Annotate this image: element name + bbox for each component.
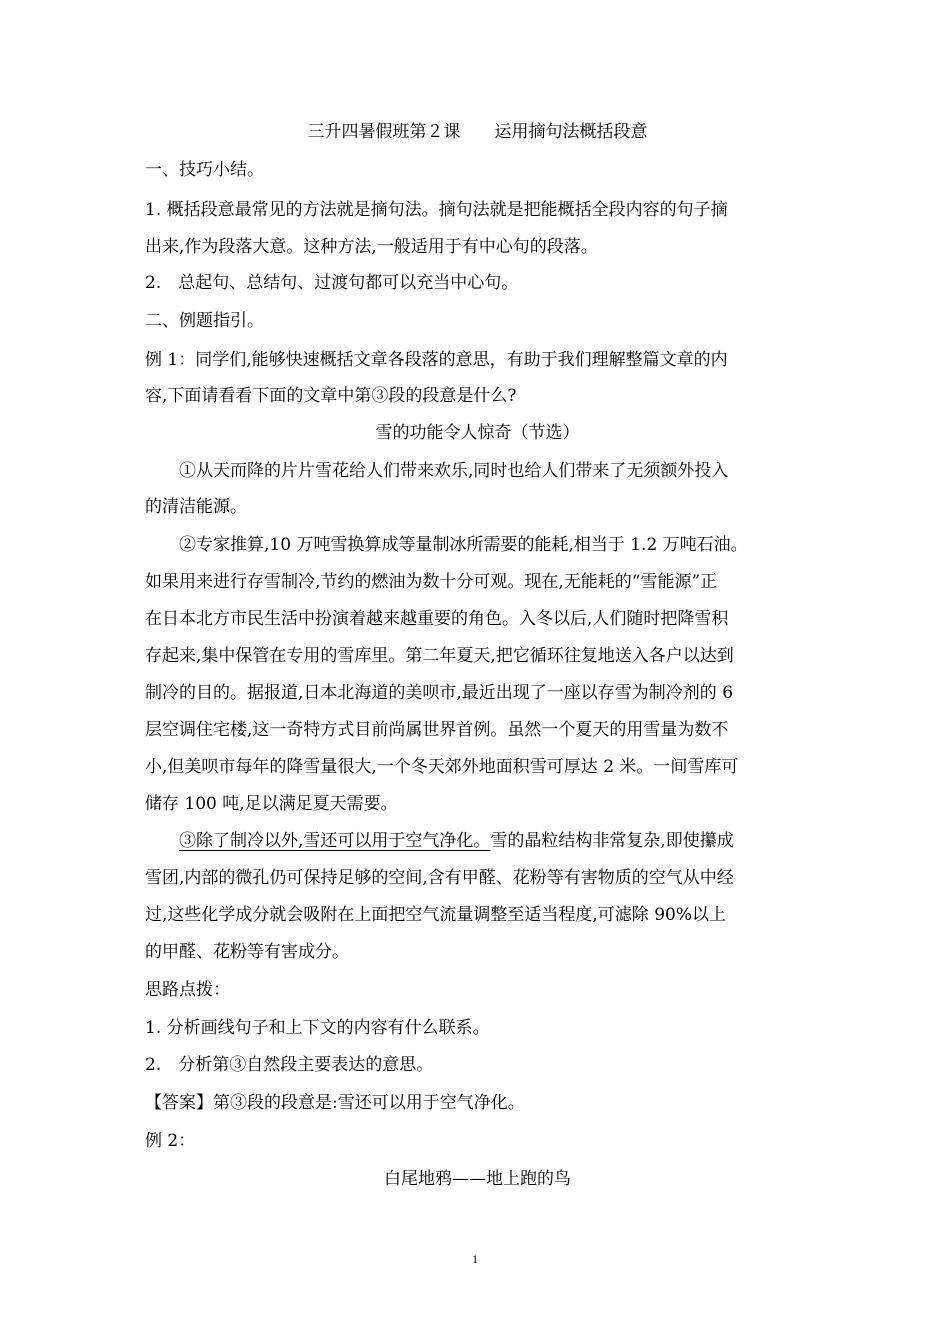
point2: 2. 总起句、总结句、过渡句都可以充当中心句。 — [145, 273, 519, 293]
example1-prompt-line1: 例 1：同学们,能够快速概括文章各段落的意思，有助于我们理解整篇文章的内 — [145, 350, 728, 370]
point1-line1: 1. 概括段意最常见的方法就是摘句法。摘句法就是把能概括全段内容的句子摘 — [145, 200, 728, 220]
example2-label: 例 2： — [145, 1131, 196, 1151]
paragraph3-line3: 过,这些化学成分就会吸附在上面把空气流量调整至适当程度,可滤除 90%以上 — [145, 905, 726, 925]
answer: 【答案】第③段的段意是:雪还可以用于空气净化。 — [145, 1093, 525, 1113]
section1-heading: 一、技巧小结。 — [145, 160, 264, 180]
example1-prompt-line2: 容,下面请看看下面的文章中第③段的段意是什么? — [145, 386, 517, 406]
paragraph2-line7: 小,但美呗市每年的降雪量很大,一个冬天郊外地面积雪可厚达 2 米。一间雪库可 — [145, 757, 739, 777]
paragraph3-line4: 的甲醛、花粉等有害成分。 — [145, 942, 349, 962]
paragraph3-line1-rest: 雪的晶粒结构非常复杂,即使攥成 — [490, 831, 734, 851]
paragraph1-line1: ①从天而降的片片雪花给人们带来欢乐,同时也给人们带来了无须额外投入 — [179, 461, 729, 481]
paragraph2-line5: 制冷的目的。据报道,日本北海道的美呗市,最近出现了一座以存雪为制冷剂的 6 — [145, 683, 734, 703]
hint-item-2: 2. 分析第③自然段主要表达的意思。 — [145, 1055, 434, 1075]
document-title: 三升四暑假班第２课 运用摘句法概括段意 — [307, 122, 648, 142]
paragraph3-line2: 雪团,内部的微孔仍可保持足够的空间,含有甲醛、花粉等有害物质的空气从中经 — [145, 868, 734, 888]
underlined-central-sentence: ③除了制冷以外,雪还可以用于空气净化。 — [179, 831, 491, 851]
paragraph1-line2: 的清洁能源。 — [145, 497, 247, 517]
paragraph2-line2: 如果用来进行存雪制冷,节约的燃油为数十分可观。现在,无能耗的“雪能源”正 — [145, 572, 718, 592]
paragraph3-line1 — [179, 830, 810, 852]
article2-title: 白尾地鸦——地上跑的鸟 — [384, 1169, 571, 1189]
paragraph2-line8: 储存 100 吨,足以满足夏天需要。 — [145, 794, 398, 814]
paragraph2-line3: 在日本北方市民生活中扮演着越来越重要的角色。入冬以后,人们随时把降雪积 — [145, 609, 729, 629]
paragraph2-line6: 层空调住宅楼,这一奇特方式目前尚属世界首例。虽然一个夏天的用雪量为数不 — [145, 720, 729, 740]
paragraph2-line4: 存起来,集中保管在专用的雪库里。第二年夏天,把它循环往复地送入各户以达到 — [145, 646, 734, 666]
page-number: 1 — [472, 1252, 478, 1266]
article1-title: 雪的功能令人惊奇（节选） — [375, 423, 580, 443]
section2-heading: 二、例题指引。 — [145, 311, 264, 331]
paragraph2-line1: ②专家推算,10 万吨雪换算成等量制冰所需要的能耗,相当于 1.2 万吨石油。 — [179, 535, 748, 555]
hint-item-1: 1. 分析画线句子和上下文的内容有什么联系。 — [145, 1018, 490, 1038]
point1-line2: 出来,作为段落大意。这种方法,一般适用于有中心句的段落。 — [145, 237, 598, 257]
hint-heading: 思路点拨： — [145, 980, 230, 1000]
